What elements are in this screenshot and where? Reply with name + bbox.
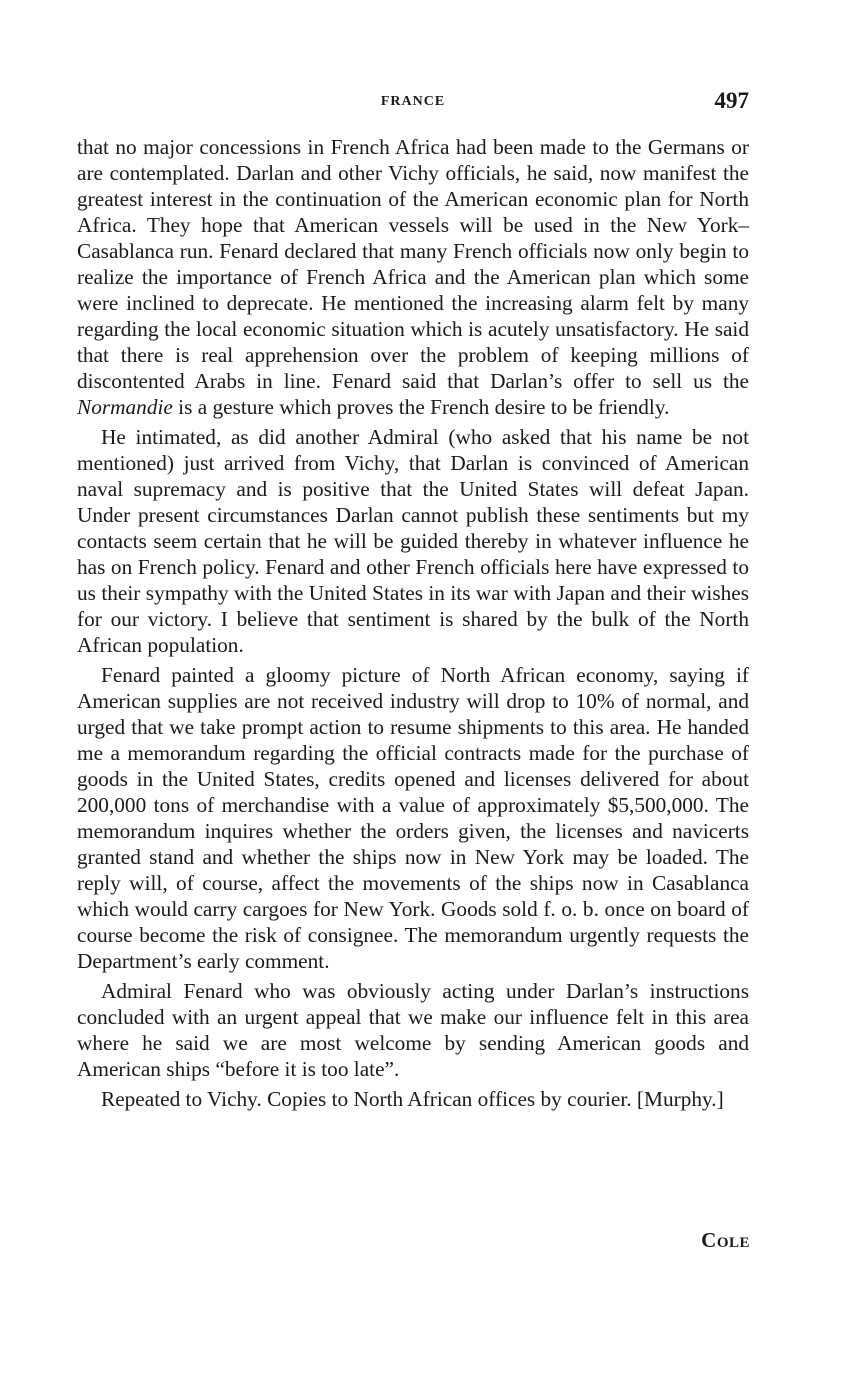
page-number: 497: [714, 88, 749, 113]
paragraph-1-text-before: that no major concessions in French Africa had been made to the Germans or are contemplated. Darlan and other Vichy officials, he said, now manifest the greatest interest in the continuation of the American economic plan for North Africa. They hope that American vessels will be used in the New York–Casablanca run. Fenard declared that many French officials now only begin to realize the importance of French Africa and the American plan which some were inclined to deprecate. He mentioned the increasing alarm felt by many regarding the local economic situation which is acutely unsatisfactory. He said that there is real apprehension over the problem of keeping millions of discontented Arabs in line. Fenard said that Darlan’s offer to sell us the: [77, 135, 749, 393]
paragraph-2: He intimated, as did another Admiral (who asked that his name be not mentioned) just arrived from Vichy, that Darlan is convinced of American naval supremacy and is positive that the United States will defeat Japan. Under present circumstances Darlan cannot publish these sentiments but my contacts seem certain that he will be guided thereby in whatever influence he has on French policy. Fenard and other French officials here have expressed to us their sympathy with the United States in its war with Japan and their wishes for our victory. I believe that sentiment is shared by the bulk of the North African population.: [77, 425, 749, 657]
body-text: [77, 134, 749, 1116]
paragraph-5: Repeated to Vichy. Copies to North African offices by courier. [Murphy.]: [101, 1087, 724, 1111]
ship-name-italic: Normandie: [77, 395, 173, 419]
running-title: FRANCE: [380, 94, 446, 109]
paragraph-4: Admiral Fenard who was obviously acting under Darlan’s instructions concluded with an urgent appeal that we make our influence felt in this area where he said we are most welcome by sending American goods and American ships “before it is too late”.: [77, 979, 749, 1081]
signature: Cole: [701, 1228, 750, 1252]
paragraph-1-text-after: is a gesture which proves the French desire to be friendly.: [172, 395, 670, 419]
paragraph-1: [77, 134, 749, 420]
paragraph-3: Fenard painted a gloomy picture of North African economy, saying if American supplies are not received industry will drop to 10% of normal, and urged that we take prompt action to resume shipments to this area. He handed me a memorandum regarding the official contracts made for the purchase of goods in the United States, credits opened and licenses delivered for about 200,000 tons of merchandise with a value of approximately $5,500,000. The memorandum inquires whether the orders given, the licenses and navicerts granted stand and whether the ships now in New York may be loaded. The reply will, of course, affect the movements of the ships now in Casablanca which would carry cargoes for New York. Goods sold f. o. b. once on board of course become the risk of consignee. The memorandum urgently requests the Department’s early comment.: [77, 663, 749, 973]
running-head: [77, 88, 749, 118]
